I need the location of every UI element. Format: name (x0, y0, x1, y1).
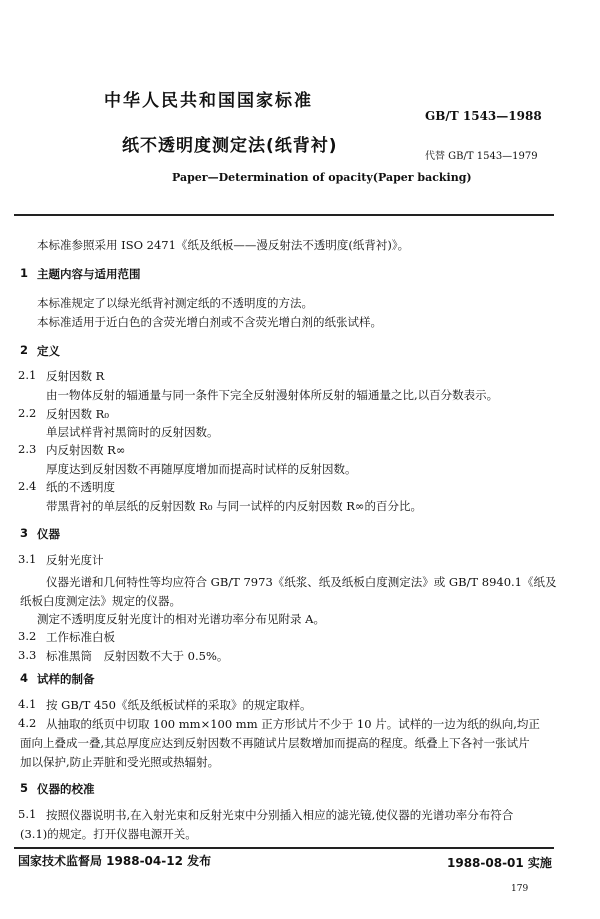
issue-date: 国家技术监督局 1988-04-12 发布 (18, 854, 212, 868)
footer-divider (14, 847, 554, 849)
section-5-title: 仪器的校准 (37, 782, 95, 796)
document-title-cn: 纸不透明度测定法(纸背衬) (122, 136, 338, 156)
clause-text-line: 从抽取的纸页中切取 100 mm×100 mm 正方形试片不少于 10 片。试样的一边为纸的纵向,均正 (46, 717, 540, 731)
clause-text-line: 纸板白度测定法》规定的仪器。 (20, 594, 181, 608)
document-title-en: Paper—Determination of opacity(Paper backing) (172, 171, 472, 184)
clause-number: 3.3 (18, 648, 37, 662)
clause-text-line: 按照仪器说明书,在入射光束和反射光束中分别插入相应的滤光镜,使仪器的光谱功率分布符合 (46, 808, 514, 822)
header-divider (14, 214, 554, 216)
clause-text-line: 仪器光谱和几何特性等均应符合 GB/T 7973《纸浆、纸及纸板白度测定法》或 GB/T 8940.1《纸及 (46, 575, 557, 589)
definition-text: 由一物体反射的辐通量与同一条件下完全反射漫射体所反射的辐通量之比,以百分数表示。 (46, 388, 499, 402)
clause-number: 2.3 (18, 442, 37, 456)
section-4-number: 4 (20, 671, 29, 685)
section-5-number: 5 (20, 781, 29, 795)
definition-term: 反射因数 R₀ (46, 407, 109, 421)
clause-number: 2.4 (18, 479, 37, 493)
section-1-paragraph: 本标准规定了以绿光纸背衬测定纸的不透明度的方法。 (37, 296, 313, 310)
section-4-title: 试样的制备 (37, 672, 95, 686)
definition-text: 带黑背衬的单层纸的反射因数 R₀ 与同一试样的内反射因数 R∞的百分比。 (46, 499, 422, 513)
standard-number: GB/T 1543—1988 (425, 109, 542, 123)
clause-number: 3.1 (18, 552, 37, 566)
clause-number: 5.1 (18, 807, 37, 821)
intro-paragraph: 本标准参照采用 ISO 2471《纸及纸板——漫反射法不透明度(纸背衬)》。 (37, 238, 410, 252)
clause-number: 3.2 (18, 629, 37, 643)
definition-term: 内反射因数 R∞ (46, 443, 126, 457)
section-1-number: 1 (20, 266, 29, 280)
section-3-number: 3 (20, 526, 29, 540)
clause-number: 2.1 (18, 368, 37, 382)
clause-text-line: 面向上叠成一叠,其总厚度应达到反射因数不再随试片层数增加而提高的程度。纸叠上下各衬一张试片 (20, 736, 530, 750)
clause-text-line: (3.1)的规定。打开仪器电源开关。 (20, 827, 197, 841)
section-3-title: 仪器 (37, 527, 60, 541)
clause-text-line: 加以保护,防止弄脏和受光照或热辐射。 (20, 755, 220, 769)
replaces-standard: 代替 GB/T 1543—1979 (425, 151, 538, 162)
issuing-country-heading: 中华人民共和国国家标准 (104, 91, 313, 111)
section-1-paragraph: 本标准适用于近白色的含荧光增白剂或不含荧光增白剂的纸张试样。 (37, 315, 382, 329)
definition-term: 纸的不透明度 (46, 480, 115, 494)
clause-title: 工作标准白板 (46, 630, 115, 644)
clause-text-line: 按 GB/T 450《纸及纸板试样的采取》的规定取样。 (46, 698, 312, 712)
clause-title: 标准黑筒 反射因数不大于 0.5%。 (46, 649, 229, 663)
clause-number: 4.2 (18, 716, 37, 730)
section-1-title: 主题内容与适用范围 (37, 267, 141, 281)
page-number: 179 (511, 884, 529, 894)
section-2-title: 定义 (37, 344, 60, 358)
definition-term: 反射因数 R (46, 369, 105, 383)
effective-date: 1988-08-01 实施 (447, 856, 552, 870)
clause-title: 反射光度计 (46, 553, 104, 567)
definition-text: 厚度达到反射因数不再随厚度增加而提高时试样的反射因数。 (46, 462, 357, 476)
section-2-number: 2 (20, 343, 29, 357)
definition-text: 单层试样背衬黑筒时的反射因数。 (46, 425, 219, 439)
clause-number: 2.2 (18, 406, 37, 420)
clause-number: 4.1 (18, 697, 37, 711)
clause-text-line: 测定不透明度反射光度计的相对光谱功率分布见附录 A。 (37, 612, 325, 626)
